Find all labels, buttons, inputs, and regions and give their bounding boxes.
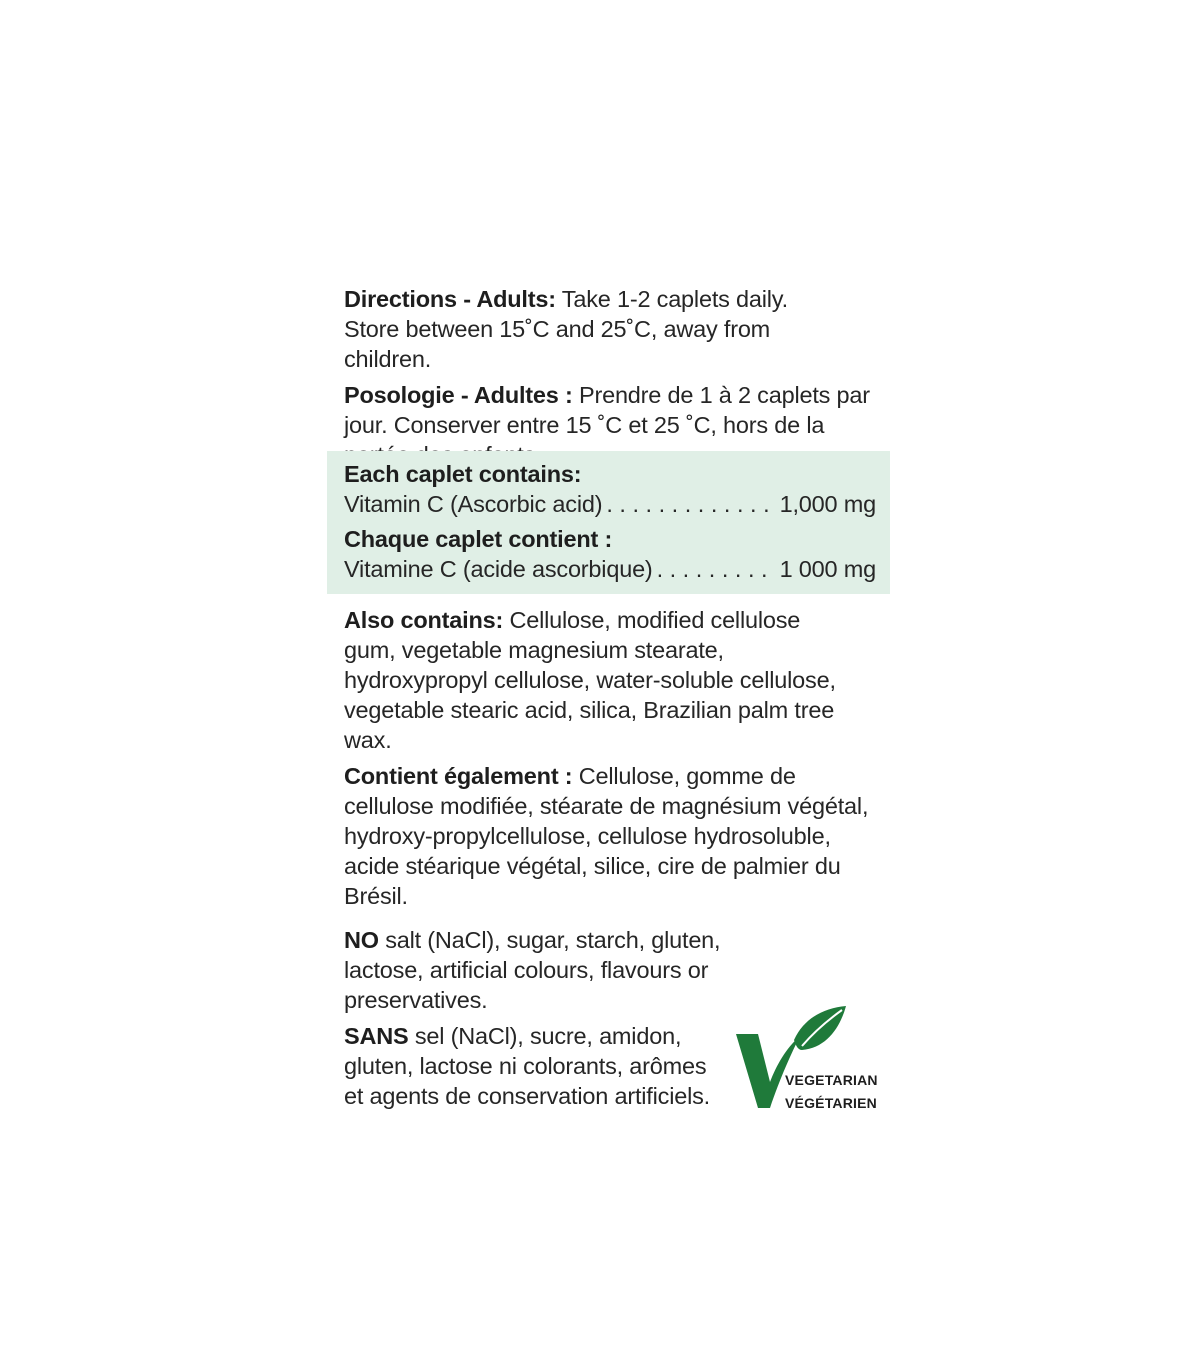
ingredient-fr-name: Vitamine C (acide ascorbique) (344, 556, 653, 582)
directions-section (344, 284, 884, 470)
vegetarian-en: VEGETARIAN (785, 1072, 878, 1088)
leader-dots (606, 489, 775, 519)
directions-fr-label: Posologie - Adultes : (344, 382, 573, 408)
also-contains-fr-text: Cellulose, gomme de cellulose modifiée, stéarate de magnésium végétal, hydroxy-propylcellulose, cellulose hydrosoluble, acide stéarique végétal, silice, cire de palmier du Brésil. (344, 763, 869, 909)
also-contains-fr-label: Contient également : (344, 763, 573, 789)
ingredient-en-amount: 1,000 mg (779, 491, 876, 517)
free-of-fr-label: SANS (344, 1023, 409, 1049)
leader-dots (657, 554, 776, 584)
ingredient-en-name: Vitamin C (Ascorbic acid) (344, 491, 603, 517)
vegetarian-fr: VÉGÉTARIEN (785, 1095, 877, 1111)
contents-en-heading: Each caplet contains: (344, 461, 582, 487)
directions-en (344, 284, 844, 374)
also-contains-en (344, 605, 854, 755)
ingredient-row-fr (344, 554, 876, 584)
contents-panel (327, 451, 890, 594)
free-of-en-label: NO (344, 927, 379, 953)
ingredient-fr-amount: 1 000 mg (779, 556, 876, 582)
free-of-fr (344, 1021, 714, 1111)
also-contains-en-text: Cellulose, modified cellulose gum, vegetable magnesium stearate, hydroxypropyl cellulose, water-soluble cellulose, vegetable stearic acid, silica, Brazilian palm tree wax. (344, 607, 836, 753)
free-of-fr-text: sel (NaCl), sucre, amidon, gluten, lactose ni colorants, arômes et agents de conservation artificiels. (344, 1023, 710, 1109)
contents-fr-heading: Chaque caplet contient : (344, 526, 613, 552)
free-of-en-text: salt (NaCl), sugar, starch, gluten, lactose, artificial colours, flavours or preservatives. (344, 927, 721, 1013)
free-of-en (344, 925, 794, 1015)
also-contains-fr (344, 761, 874, 911)
directions-en-text: Take 1-2 caplets daily. Store between 15˚C and 25˚C, away from children. (344, 286, 788, 372)
also-contains-en-label: Also contains: (344, 607, 504, 633)
vegetarian-badge-text (785, 1069, 878, 1115)
directions-en-label: Directions - Adults: (344, 286, 556, 312)
ingredient-row-en (344, 489, 876, 519)
directions-fr-text: Prendre de 1 à 2 caplets par jour. Conserver entre 15 ˚C et 25 ˚C, hors de la (344, 382, 870, 438)
